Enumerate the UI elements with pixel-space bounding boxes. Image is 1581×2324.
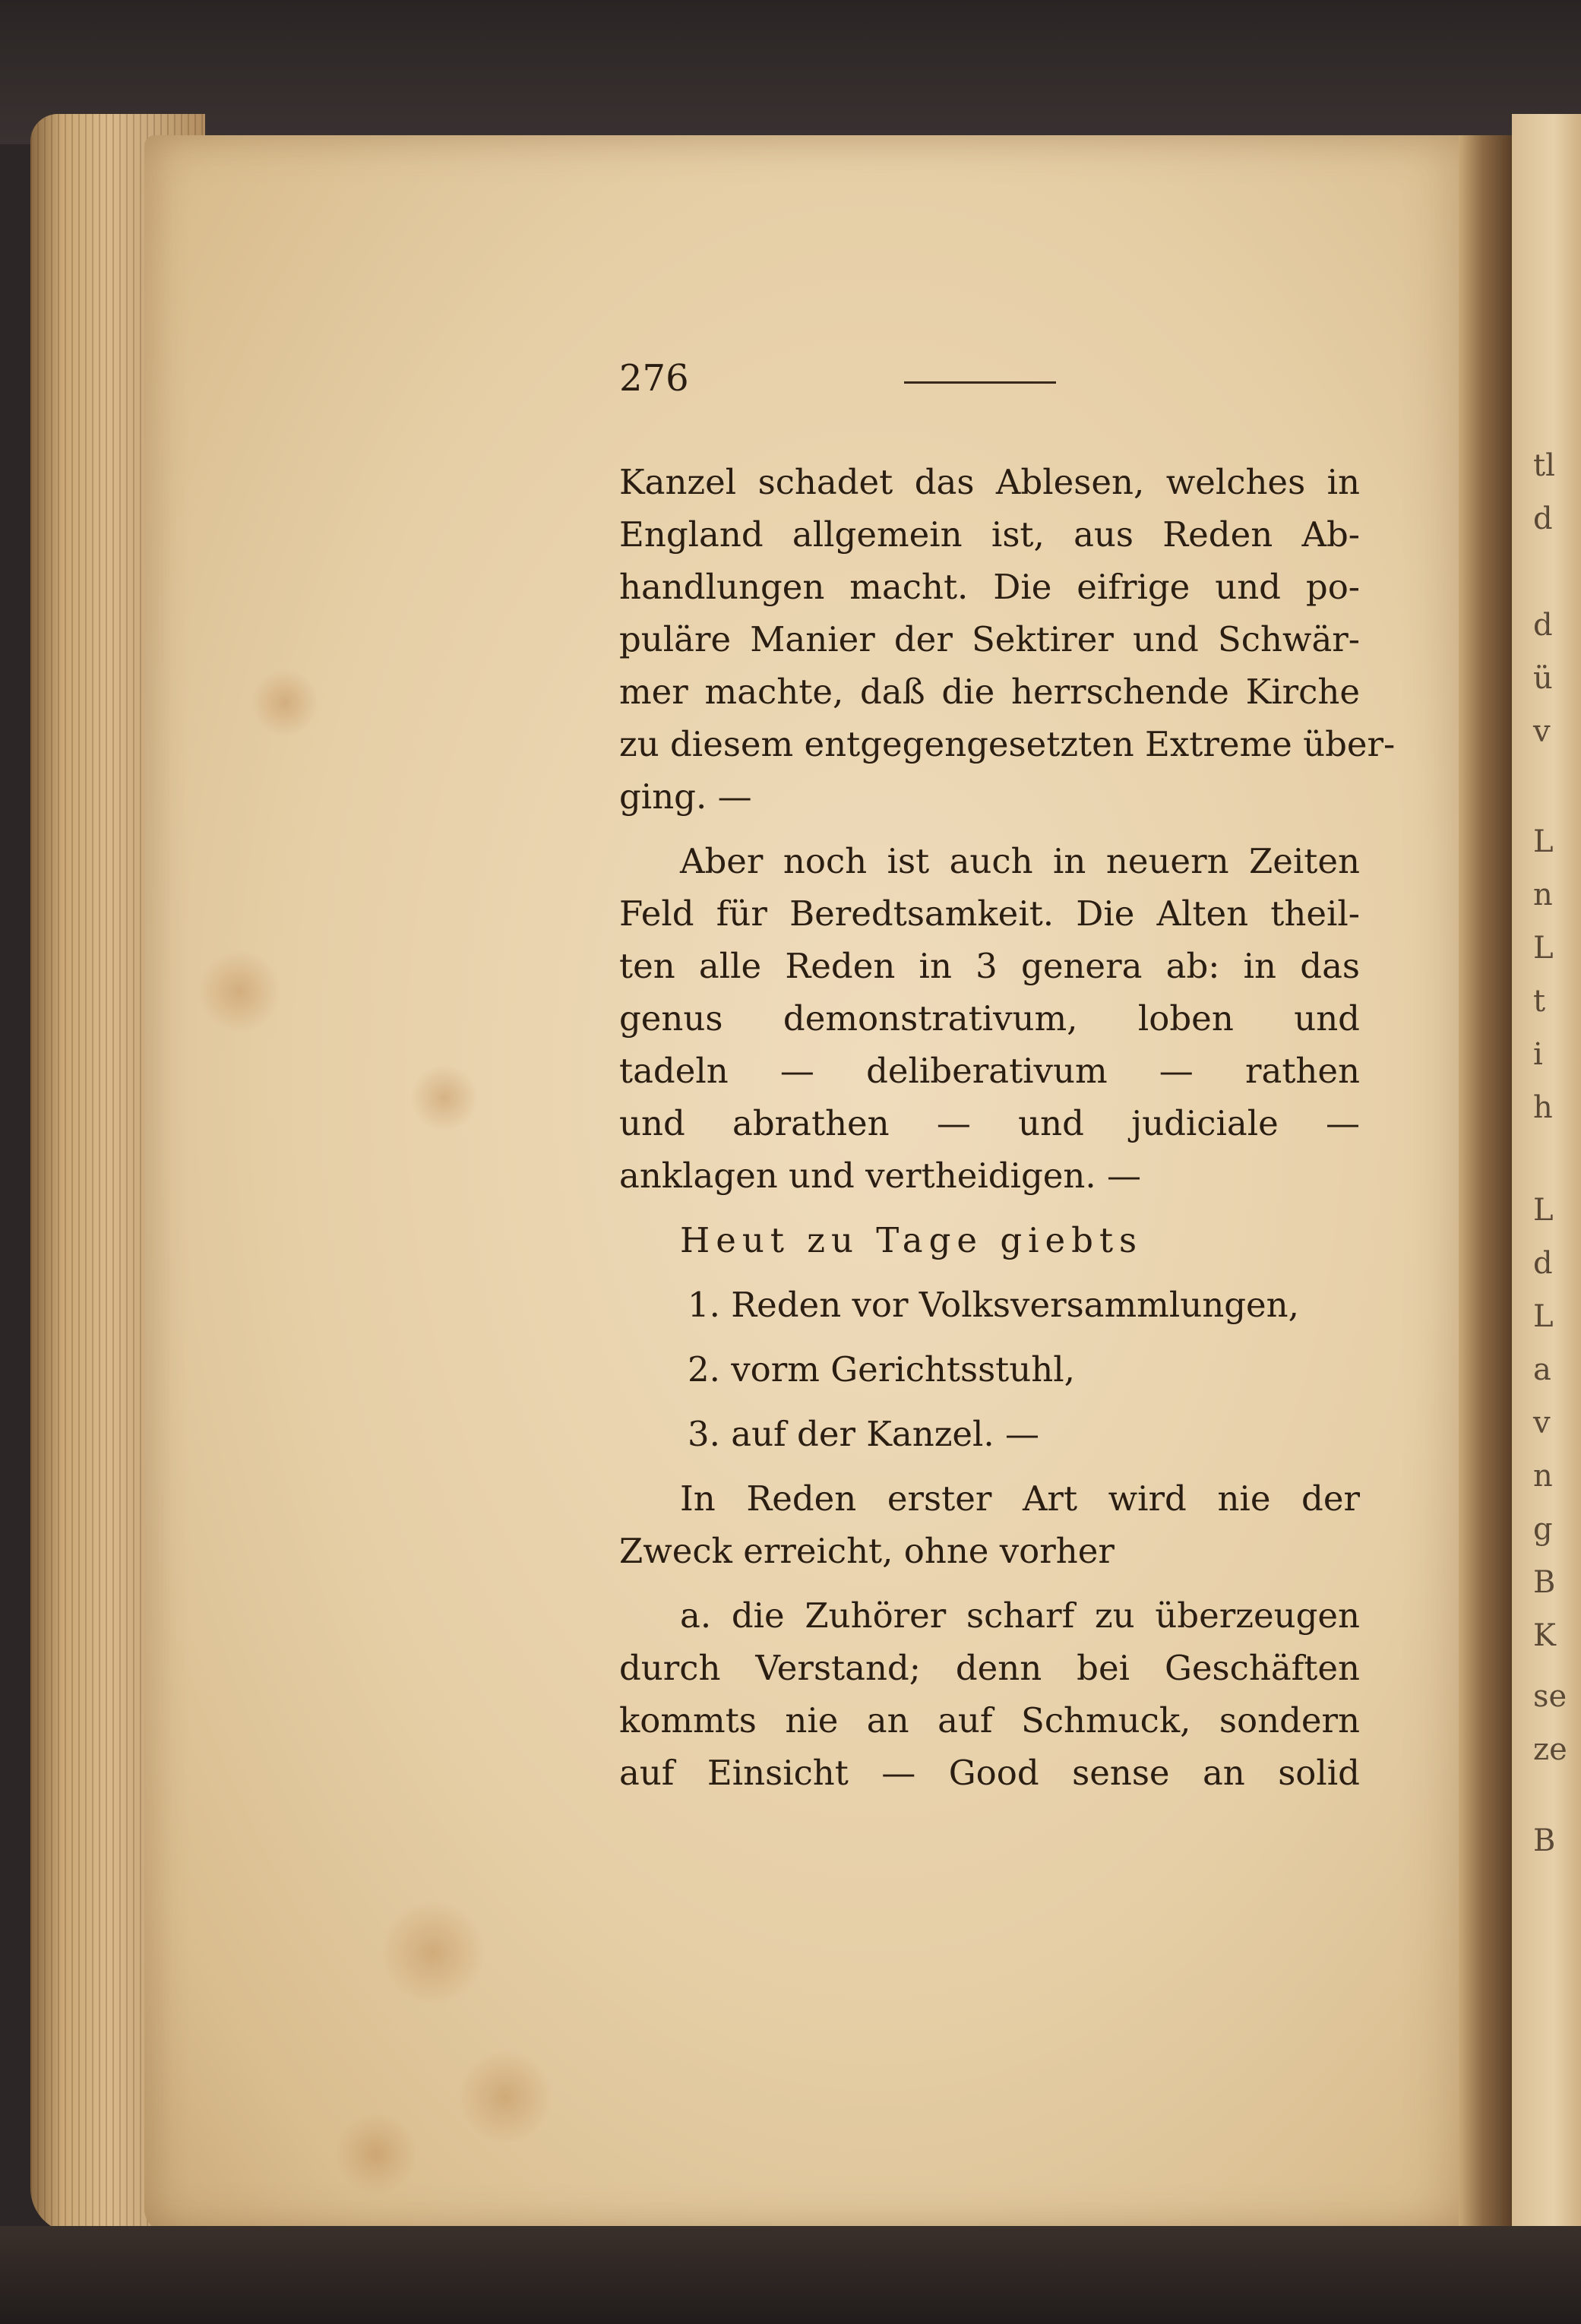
- text-line: auf Einsicht — Good sense an solid: [619, 1753, 1360, 1793]
- facing-fragment: L: [1533, 931, 1554, 966]
- facing-fragment: a: [1533, 1352, 1551, 1387]
- facing-fragment: tl: [1533, 448, 1555, 483]
- foxing-stain: [334, 2112, 418, 2196]
- facing-fragment: n: [1533, 1459, 1553, 1494]
- foxing-stain: [198, 950, 281, 1033]
- facing-fragment: d: [1533, 608, 1553, 643]
- facing-fragment: L: [1533, 1193, 1554, 1228]
- facing-fragment: L: [1533, 1299, 1554, 1334]
- text-line: anklagen und vertheidigen. —: [619, 1156, 1141, 1196]
- text-line: puläre Manier der Sektirer und Schwär-: [619, 619, 1360, 659]
- facing-fragment: h: [1533, 1090, 1553, 1125]
- facing-fragment: n: [1533, 877, 1553, 912]
- foxing-stain: [251, 669, 319, 737]
- text-line: genus demonstrativum, loben und: [619, 998, 1360, 1039]
- facing-fragment: B: [1533, 1565, 1556, 1600]
- text-line: mer machte, daß die herrschende Kirche: [619, 672, 1360, 712]
- foxing-stain: [410, 1064, 479, 1132]
- body-text: [619, 456, 1396, 1799]
- text-line: tadeln — deliberativum — rathen: [619, 1051, 1360, 1091]
- facing-fragment: B: [1533, 1823, 1556, 1858]
- foxing-stain: [380, 1899, 486, 2006]
- facing-fragment: d: [1533, 1246, 1553, 1281]
- book-gutter: [1459, 135, 1512, 2232]
- text-line: England allgemein ist, aus Reden Ab-: [619, 514, 1360, 555]
- text-line: ging. —: [619, 776, 752, 817]
- text-line: ten alle Reden in 3 genera ab: in das: [619, 946, 1360, 986]
- text-line: Zweck erreicht, ohne vorher: [619, 1531, 1115, 1571]
- text-line: In Reden erster Art wird nie der: [680, 1478, 1360, 1519]
- scan-background: [0, 0, 1581, 144]
- facing-fragment: K: [1533, 1618, 1556, 1653]
- facing-fragment: v: [1533, 1405, 1551, 1440]
- text-line: durch Verstand; denn bei Geschäften: [619, 1648, 1360, 1688]
- scan-background-bottom: [0, 2226, 1581, 2324]
- text-line: Kanzel schadet das Ablesen, welches in: [619, 462, 1360, 502]
- facing-fragment: d: [1533, 501, 1553, 536]
- facing-fragment: g: [1533, 1512, 1553, 1547]
- text-line: Heut zu Tage giebts: [680, 1220, 1143, 1260]
- header-rule: [904, 381, 1056, 384]
- facing-fragment: L: [1533, 824, 1554, 859]
- text-line: handlungen macht. Die eifrige und po-: [619, 567, 1360, 607]
- text-line: Aber noch ist auch in neuern Zeiten: [680, 841, 1360, 881]
- text-line: kommts nie an auf Schmuck, sondern: [619, 1700, 1360, 1741]
- facing-fragment: ü: [1533, 661, 1553, 696]
- list-item: 3. auf der Kanzel. —: [688, 1414, 1040, 1454]
- running-header: [619, 357, 1056, 410]
- text-line: und abrathen — und judiciale —: [619, 1103, 1360, 1143]
- text-line: a. die Zuhörer scharf zu überzeugen: [680, 1595, 1360, 1636]
- foxing-stain: [456, 2051, 555, 2142]
- facing-fragment: se: [1533, 1679, 1567, 1714]
- facing-fragment: v: [1533, 714, 1551, 749]
- text-line: Feld für Beredtsamkeit. Die Alten theil-: [619, 893, 1360, 934]
- facing-fragment: i: [1533, 1037, 1543, 1072]
- page-number: 276: [619, 357, 689, 400]
- text-line: zu diesem entgegengesetzten Extreme über-: [619, 724, 1396, 764]
- facing-page-edge: [1512, 114, 1581, 2241]
- facing-fragment: ze: [1533, 1732, 1567, 1767]
- list-item: 1. Reden vor Volksversammlungen,: [688, 1285, 1299, 1325]
- list-item: 2. vorm Gerichtsstuhl,: [688, 1349, 1075, 1390]
- facing-fragment: t: [1533, 984, 1546, 1019]
